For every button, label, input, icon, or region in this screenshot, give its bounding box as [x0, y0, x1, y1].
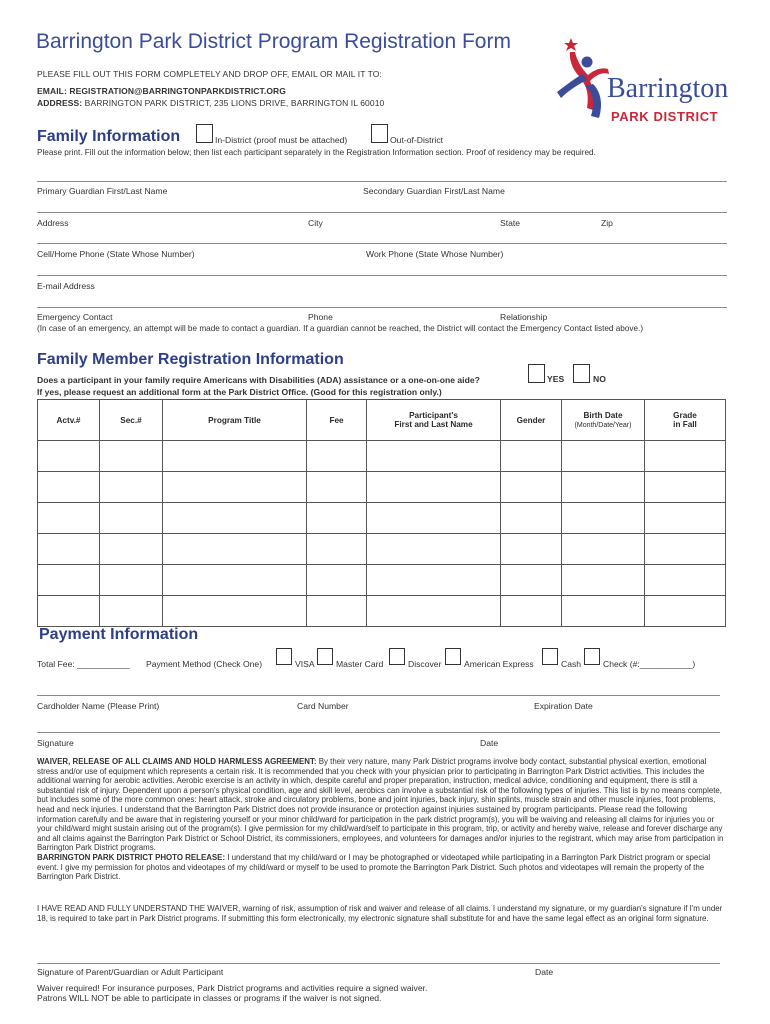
column-header: Gender: [501, 400, 562, 441]
ada-no-checkbox[interactable]: [573, 364, 590, 383]
address-line: [37, 98, 384, 108]
rule: [37, 275, 727, 276]
table-cell[interactable]: [645, 596, 726, 627]
column-header-text: Participant's First and Last Name: [394, 411, 473, 429]
table-cell[interactable]: [307, 472, 367, 503]
check-checkbox[interactable]: [584, 648, 600, 665]
rule: [37, 181, 727, 182]
table-cell[interactable]: [562, 503, 645, 534]
expiration-field[interactable]: Expiration Date: [534, 701, 593, 711]
family-note: Please print. Fill out the information below; then list each participant separately in the Registration Information section. Proof of residency may be required.: [37, 148, 596, 157]
column-header: [645, 400, 726, 441]
visa-checkbox[interactable]: [276, 648, 292, 665]
table-cell[interactable]: [562, 441, 645, 472]
rule: [37, 243, 727, 244]
payment-method-label: Payment Method (Check One): [146, 659, 263, 669]
city-field[interactable]: City: [308, 218, 323, 228]
table-cell[interactable]: [38, 596, 100, 627]
photo-release-title: BARRINGTON PARK DISTRICT PHOTO RELEASE:: [37, 852, 226, 862]
column-header-text: Grade in Fall: [673, 411, 697, 429]
table-cell[interactable]: [163, 596, 307, 627]
table-cell[interactable]: [307, 503, 367, 534]
column-header: Program Title: [163, 400, 307, 441]
out-district-checkbox[interactable]: [371, 124, 388, 143]
table-header: [38, 400, 726, 441]
ada-no-label: NO: [593, 374, 606, 384]
discover-checkbox[interactable]: [389, 648, 405, 665]
in-district-checkbox[interactable]: [196, 124, 213, 143]
registration-table: [37, 399, 726, 627]
table-cell[interactable]: [562, 534, 645, 565]
work-phone-field[interactable]: Work Phone (State Whose Number): [366, 249, 504, 259]
birth-date-format: (Month/Date/Year): [574, 422, 632, 429]
waiver-text: [37, 757, 727, 882]
table-row: [38, 503, 726, 534]
table-cell[interactable]: [163, 441, 307, 472]
table-cell[interactable]: [501, 472, 562, 503]
table-cell[interactable]: [100, 441, 163, 472]
table-cell[interactable]: [163, 503, 307, 534]
table-cell[interactable]: [501, 596, 562, 627]
table-cell[interactable]: [307, 565, 367, 596]
table-cell[interactable]: [100, 472, 163, 503]
cash-label: Cash: [561, 659, 582, 669]
emergency-note: (In case of an emergency, an attempt will be made to contact a guardian. If a guardian cannot be reached, the District will contact the Emergency Contact listed above.): [37, 324, 644, 333]
ada-question: Does a participant in your family require Americans with Disabilities (ADA) assistance or a one-on-one aide?: [37, 375, 480, 385]
table-cell[interactable]: [367, 503, 501, 534]
table-cell[interactable]: [367, 441, 501, 472]
secondary-guardian-field[interactable]: Secondary Guardian First/Last Name: [363, 186, 505, 196]
table-cell[interactable]: [307, 441, 367, 472]
acknowledgement-text: I HAVE READ AND FULLY UNDERSTAND THE WAIVER, warning of risk, assumption of risk and waiver and release of all claims. I understand my signature, or my guardian's signature if I'm under 18, is required to take part in Park District programs. If submitting this form electronically, my electronic signature shall substitute for and have the same legal effect as an original form signature.: [37, 904, 723, 923]
address-label: ADDRESS:: [37, 98, 83, 108]
rule: [37, 212, 727, 213]
table-cell[interactable]: [163, 534, 307, 565]
column-header-text: Birth Date: [583, 411, 623, 420]
table-cell[interactable]: [562, 596, 645, 627]
card-number-field[interactable]: Card Number: [297, 701, 349, 711]
table-cell[interactable]: [367, 472, 501, 503]
address-field[interactable]: Address: [37, 218, 69, 228]
ada-yes-label: YES: [547, 374, 565, 384]
ada-yes-checkbox[interactable]: [528, 364, 545, 383]
zip-field[interactable]: Zip: [601, 218, 613, 228]
column-header: [562, 400, 645, 441]
primary-guardian-field[interactable]: Primary Guardian First/Last Name: [37, 186, 168, 196]
table-row: [38, 596, 726, 627]
in-district-label: In-District (proof must be attached): [215, 135, 348, 145]
table-row: [38, 534, 726, 565]
table-cell[interactable]: [645, 441, 726, 472]
table-cell[interactable]: [100, 503, 163, 534]
discover-label: Discover: [408, 659, 442, 669]
table-cell[interactable]: [38, 441, 100, 472]
payment-heading: Payment Information: [39, 626, 199, 643]
table-row: [38, 472, 726, 503]
amex-label: American Express: [464, 659, 534, 669]
table-cell[interactable]: [645, 534, 726, 565]
mastercard-checkbox[interactable]: [317, 648, 333, 665]
emergency-contact-field[interactable]: Emergency Contact: [37, 312, 113, 322]
member-registration-heading: Family Member Registration Information: [37, 351, 344, 368]
table-cell[interactable]: [38, 472, 100, 503]
waiver-release-title: WAIVER, RELEASE OF ALL CLAIMS AND HOLD HARMLESS AGREEMENT:: [37, 757, 317, 766]
instructions: PLEASE FILL OUT THIS FORM COMPLETELY AND DROP OFF, EMAIL OR MAIL IT TO:: [37, 69, 382, 79]
table-row: [38, 441, 726, 472]
table-cell[interactable]: [100, 565, 163, 596]
table-cell[interactable]: [367, 534, 501, 565]
guardian-date-field[interactable]: Date: [535, 967, 554, 977]
emergency-phone-field[interactable]: Phone: [308, 312, 333, 322]
park-district-logo: [553, 36, 728, 128]
table-cell[interactable]: [163, 472, 307, 503]
cash-checkbox[interactable]: [542, 648, 558, 665]
waiver-release-text: By their very nature, many Park District programs involve body contact, substantial physical exertion, emotional stress and/or use of equipment which represents a certain risk. It is recommended that you check with your physician prior to participating in Barrington Park District activities. This includes the additional warning for aerobic activities. Aerobic exercise is an activity in which, despite careful and proper preparation, instruction, medical advice, conditioning and equipment, there is still a substantial risk of injury. Dependent upon a person's physical condition, age and skill level, aerobics can involve a substantial risk of the following types of injuries. This list is by no means complete, but includes some of the more common ones: heart attack, stroke and circulatory problems, bone and joint injuries, back injury, shin splints, muscle strain and other muscle injuries, foot problems, head and neck injuries. I understand that the Barrington Park District does not provide insurance or protection against injuries sustained by program participants. Please read the following information carefully and be aware that in registering yourself or your minor child/ward for participation in the park district program(s), you will be waiving and releasing all claims for injuries you or your child/ward might sustain arising out of the program(s). I give permission for my child/ward/self to participate in this program, trip, or activity and hereby waive, release and forever discharge any and all claims against the Barrington Park District or School District, its commissioners, employees, and volunteers for damages and/or injuries to the registrant, which may arise from participation in Barrington Park District programs.: [37, 757, 724, 853]
address-value: BARRINGTON PARK DISTRICT, 235 LIONS DRIVE, BARRINGTON IL 60010: [84, 98, 385, 108]
table-cell[interactable]: [38, 565, 100, 596]
email-field[interactable]: E-mail Address: [37, 281, 95, 291]
photo-release-text: I understand that my child/ward or I may be photographed or videotaped while participating in a Barrington Park District program or special event. I give my permission for photos and videotapes of my child/ward or myself to be used to promote the Barrington Park District. Such photos and videotapes will remain the property of the Barrington Park District.: [37, 852, 711, 882]
table-cell[interactable]: [367, 596, 501, 627]
page-title: Barrington Park District Program Registration Form: [36, 30, 511, 53]
ada-note: If yes, please request an additional form at the Park District Office. (Good for this registration only.): [37, 387, 442, 397]
family-info-heading: Family Information: [37, 128, 181, 145]
total-fee-field[interactable]: Total Fee: ___________: [37, 659, 130, 669]
signature-date-field[interactable]: Date: [480, 738, 499, 748]
relationship-field[interactable]: Relationship: [500, 312, 548, 322]
table-cell[interactable]: [562, 565, 645, 596]
rule: [37, 307, 727, 308]
cell-phone-field[interactable]: Cell/Home Phone (State Whose Number): [37, 249, 195, 259]
table-cell[interactable]: [38, 503, 100, 534]
table-cell[interactable]: [501, 534, 562, 565]
table-cell[interactable]: [38, 534, 100, 565]
table-row: [38, 565, 726, 596]
table-cell[interactable]: [501, 441, 562, 472]
table-cell[interactable]: [100, 596, 163, 627]
mastercard-label: Master Card: [336, 659, 384, 669]
visa-label: VISA: [295, 659, 315, 669]
table-cell[interactable]: [645, 565, 726, 596]
table-cell[interactable]: [645, 472, 726, 503]
cardholder-field[interactable]: Cardholder Name (Please Print): [37, 701, 160, 711]
logo-subtitle: PARK DISTRICT: [611, 109, 719, 124]
table-cell[interactable]: [501, 565, 562, 596]
column-header: [367, 400, 501, 441]
table-cell[interactable]: [307, 596, 367, 627]
check-label: Check (#:___________): [603, 659, 696, 669]
table-cell[interactable]: [645, 503, 726, 534]
rule: [37, 732, 720, 733]
table-cell[interactable]: [163, 565, 307, 596]
column-header: Sec.#: [100, 400, 163, 441]
guardian-signature-field[interactable]: Signature of Parent/Guardian or Adult Participant: [37, 967, 224, 977]
out-district-label: Out-of-District: [390, 135, 443, 145]
signature-field[interactable]: Signature: [37, 738, 74, 748]
logo-name: Barrington: [607, 73, 729, 104]
table-cell[interactable]: [501, 503, 562, 534]
table-cell[interactable]: [100, 534, 163, 565]
table-cell[interactable]: [307, 534, 367, 565]
rule: [37, 963, 720, 964]
email-line: EMAIL: REGISTRATION@BARRINGTONPARKDISTRICT.ORG: [37, 86, 286, 96]
column-header: Fee: [307, 400, 367, 441]
state-field[interactable]: State: [500, 218, 521, 228]
table-cell[interactable]: [562, 472, 645, 503]
waiver-footer-1: Waiver required! For insurance purposes, Park District programs and activities require a signed waiver.: [37, 983, 428, 993]
amex-checkbox[interactable]: [445, 648, 461, 665]
rule: [37, 695, 720, 696]
column-header: Actv.#: [38, 400, 100, 441]
table-cell[interactable]: [367, 565, 501, 596]
waiver-footer-2: Patrons WILL NOT be able to participate in classes or programs if the waiver is not signed.: [37, 993, 382, 1003]
